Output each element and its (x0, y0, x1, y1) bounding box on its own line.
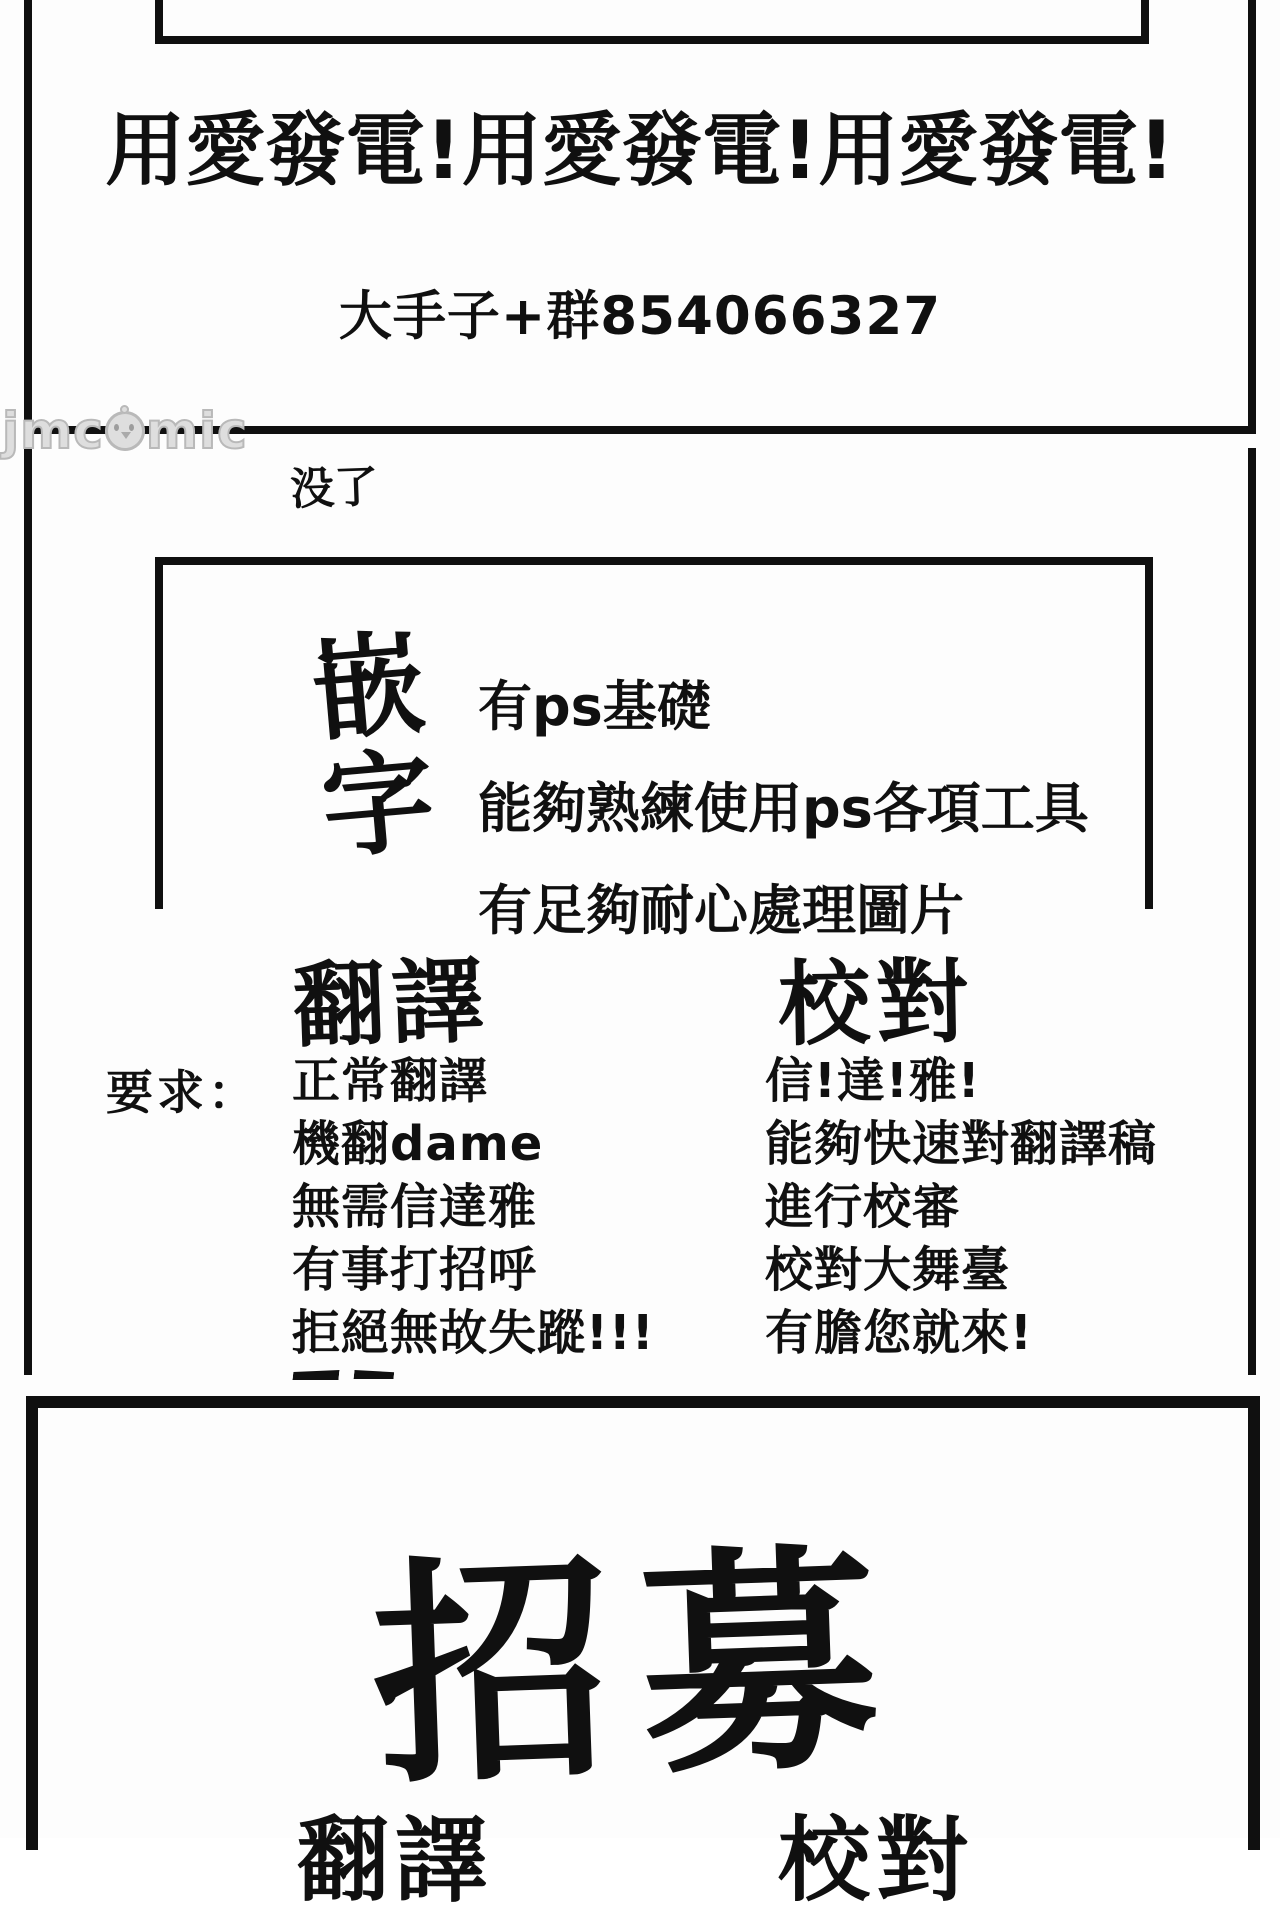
jmcomic-watermark (2, 402, 248, 460)
requirements-label: 要求： (106, 1066, 259, 1121)
chick-beak (121, 432, 131, 439)
translation-requirement-item: 機翻dame (292, 1116, 544, 1172)
proofread-requirement-item: 進行校審 (765, 1179, 962, 1235)
bottom-clipped-row (0, 1807, 1280, 1914)
typeset-vertical-title: 嵌字 (288, 622, 439, 870)
watermark-suffix: mic (145, 402, 248, 460)
chick-tuft (120, 405, 129, 414)
translation-header: 翻譯 (291, 946, 492, 1061)
translation-requirement-item: 有事打招呼 (292, 1242, 538, 1298)
contact-group-text: 大手子+群854066327 (338, 286, 942, 347)
top-panel-border (24, 0, 1256, 434)
clipped-glyph (292, 1370, 339, 1380)
slogan-text: 用愛發電!用愛發電!用愛發電! (105, 104, 1175, 197)
proofread-requirements-list (765, 1050, 1157, 1365)
clipped-glyph (354, 1370, 395, 1379)
chick-eye (114, 424, 119, 431)
recruit-title: 招募 (368, 1521, 914, 1818)
proofread-requirement-item: 能夠快速對翻譯稿 (765, 1116, 1158, 1172)
note-text: 没了 (289, 461, 380, 516)
watermark-prefix: jmc (2, 402, 104, 460)
translation-requirement-item: 拒絕無故失蹤!!! (292, 1305, 655, 1361)
typeset-requirement: 有足夠耐心處理圖片 (478, 879, 964, 942)
bottom-partial-translation-header: 翻譯 (297, 1807, 494, 1914)
chick-eye (129, 424, 134, 431)
proofread-requirement-item: 信!達!雅! (765, 1053, 981, 1109)
chick-icon (105, 411, 145, 451)
translation-requirement-item: 無需信達雅 (292, 1179, 538, 1235)
typeset-requirement: 有ps基礎 (478, 675, 711, 738)
translation-requirement-item: 正常翻譯 (292, 1053, 489, 1109)
top-inner-box (155, 0, 1149, 44)
proofread-header: 校對 (777, 948, 976, 1059)
proofread-requirement-item: 校對大舞臺 (765, 1242, 1011, 1298)
proofread-requirement-item: 有膽您就來! (765, 1305, 1033, 1361)
bottom-partial-proofread-header: 校對 (778, 1807, 975, 1914)
typeset-requirements-list (478, 664, 1089, 945)
clipped-text-sliver (293, 1370, 394, 1380)
translation-requirements-list (292, 1050, 655, 1365)
typeset-requirement: 能夠熟練使用ps各項工具 (478, 777, 1089, 840)
